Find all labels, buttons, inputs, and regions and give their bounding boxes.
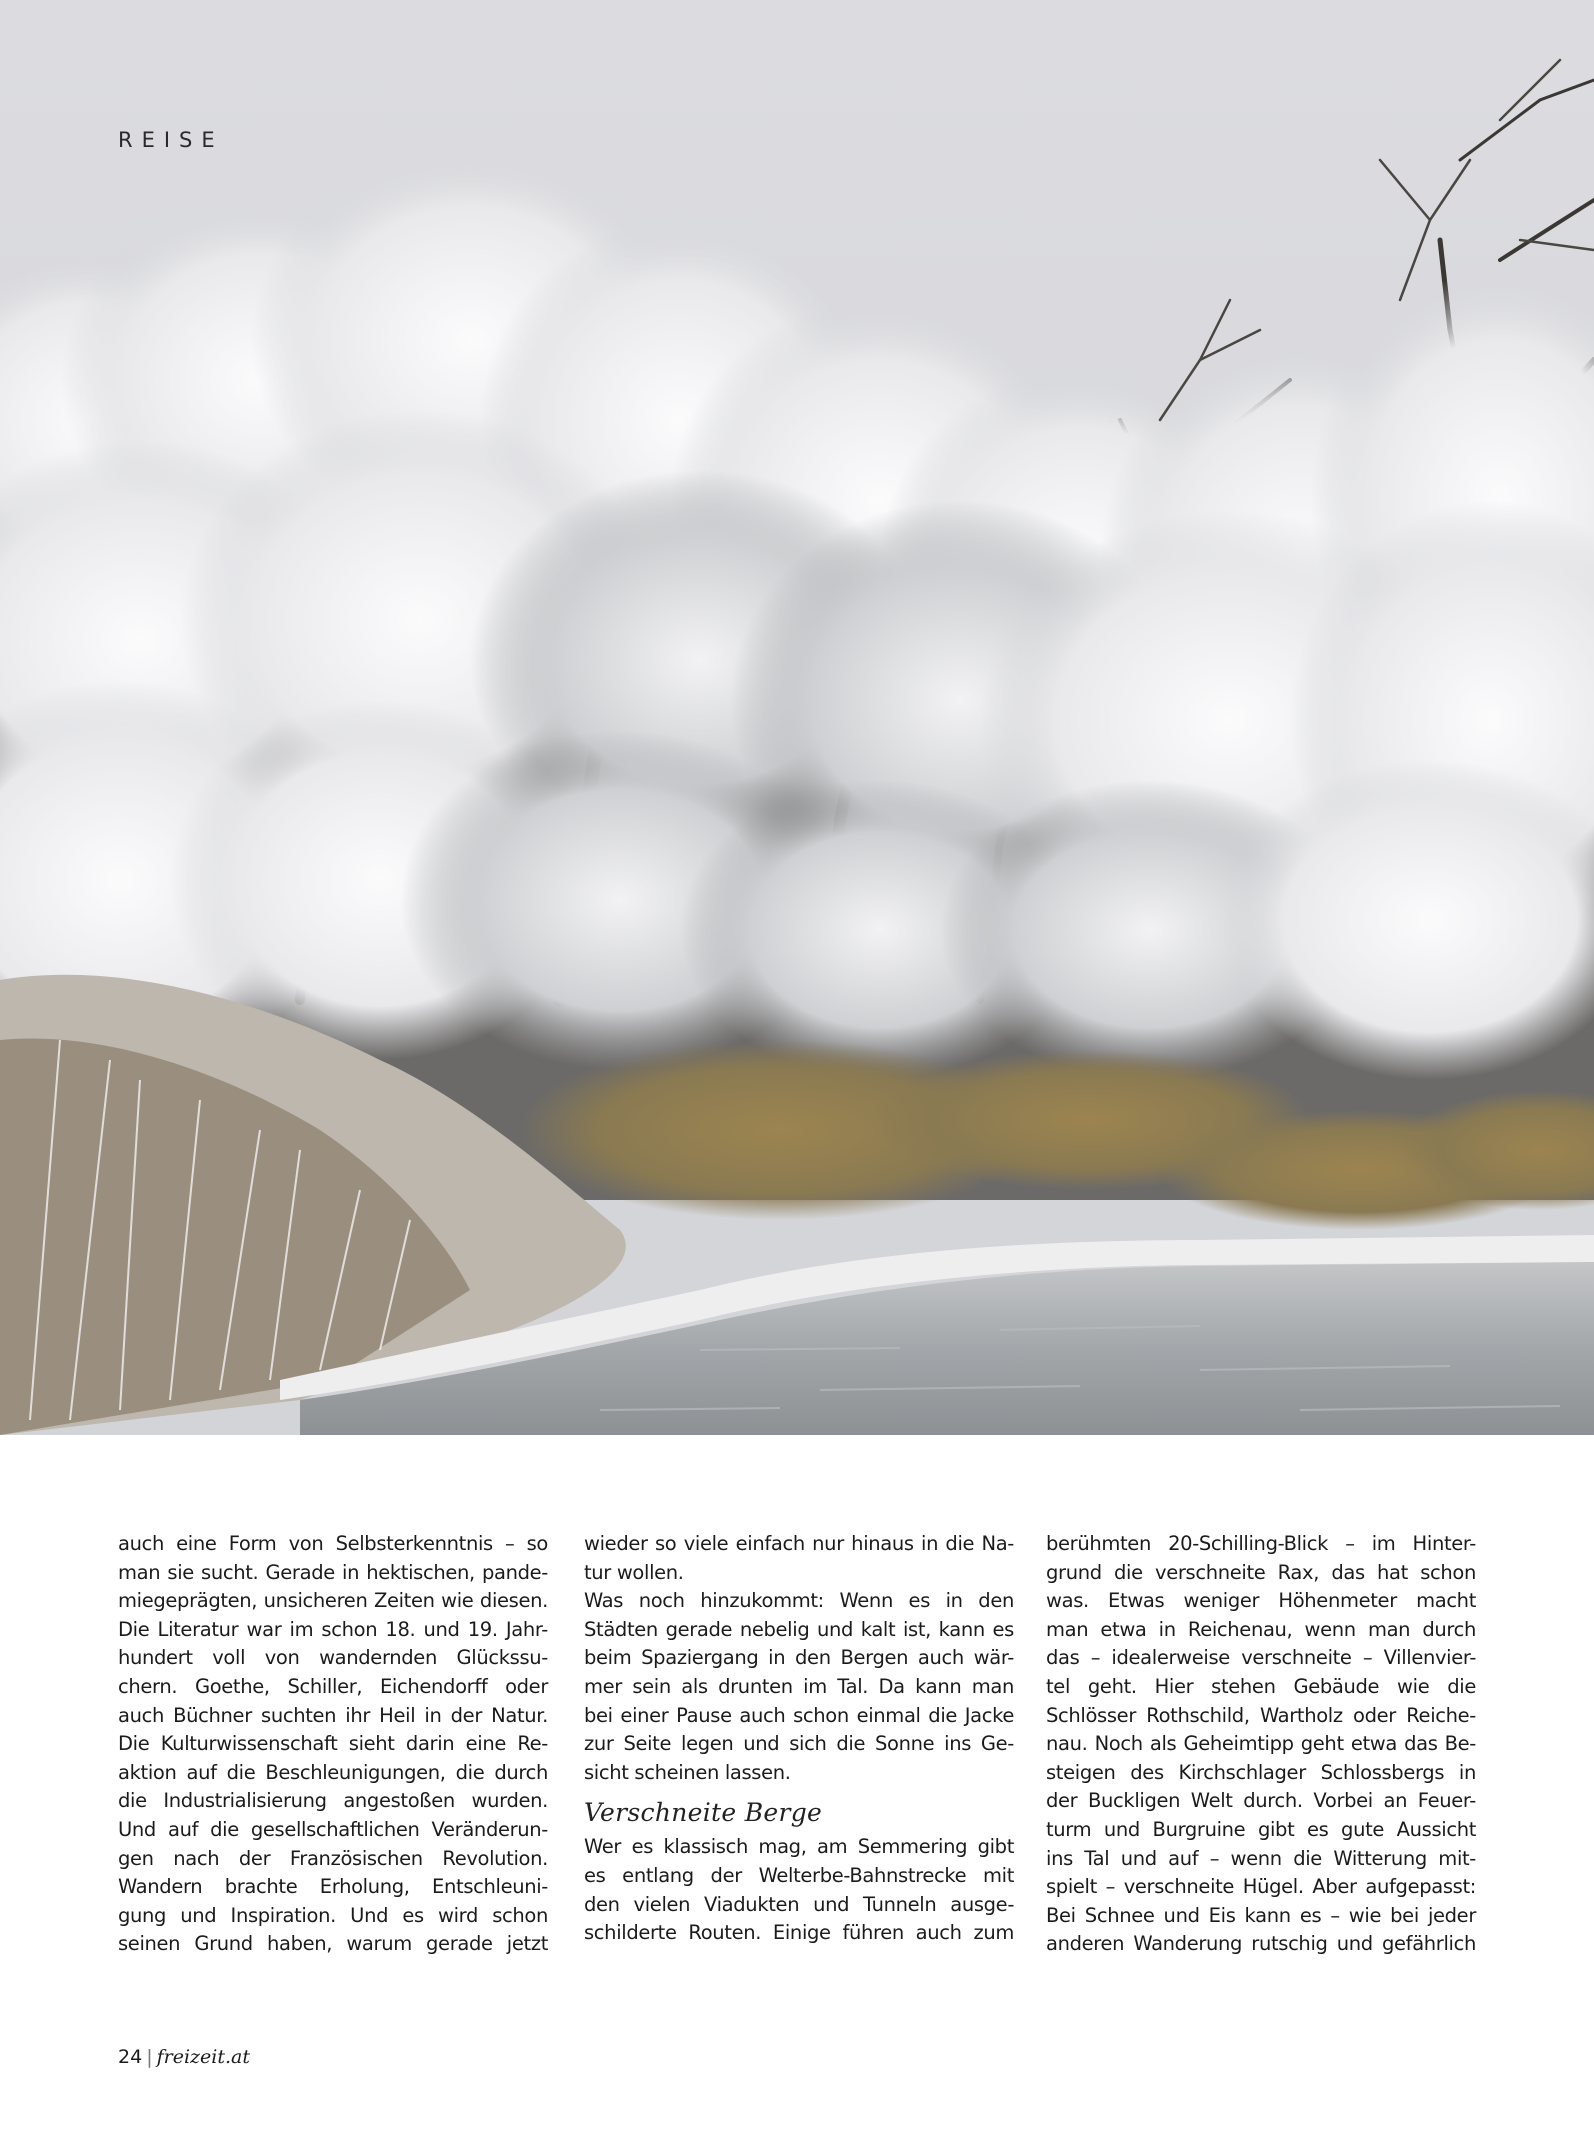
text-line: auch eine Form von Selbsterkenntnis – so	[118, 1532, 548, 1555]
text-line: ins Tal und auf – wenn die Witterung mit-	[1046, 1846, 1476, 1870]
text-line: man etwa in Reichenau, wenn man durch	[1046, 1617, 1476, 1641]
text-line: hundert voll von wandernden Glückssu-	[118, 1646, 548, 1670]
text-line: Wer es klassisch mag, am Semmering gibt	[584, 1835, 1014, 1859]
paragraph	[584, 1833, 1014, 1947]
article-column	[118, 1530, 548, 1959]
text-line: wieder so viele einfach nur hinaus in die Na-	[584, 1532, 1014, 1555]
text-line: Die Literatur war im schon 18. und 19. Jahr-	[118, 1617, 548, 1641]
paragraph	[584, 1587, 1014, 1787]
article-column	[1046, 1530, 1476, 1959]
text-line: zur Seite legen und sich die Sonne ins Ge-	[584, 1732, 1014, 1756]
text-line: sicht scheinen lassen.	[584, 1760, 791, 1784]
text-line: tel geht. Hier stehen Gebäude wie die	[1046, 1674, 1476, 1698]
paragraph	[584, 1530, 1014, 1587]
text-line: aktion auf die Beschleunigungen, die durch	[118, 1760, 548, 1784]
text-line: Bei Schnee und Eis kann es – wie bei jeder	[1046, 1903, 1476, 1927]
text-line: Schlösser Rothschild, Wartholz oder Reiche-	[1046, 1703, 1476, 1727]
text-line: schilderte Routen. Einige führen auch zum	[584, 1921, 1014, 1945]
text-line: grund die verschneite Rax, das hat schon	[1046, 1560, 1476, 1584]
paragraph	[118, 1530, 548, 1959]
text-line: bei einer Pause auch schon einmal die Jacke	[584, 1703, 1014, 1727]
text-line: anderen Wanderung rutschig und gefährlich	[1046, 1932, 1476, 1956]
text-line: miegeprägten, unsicheren Zeiten wie diesen.	[118, 1589, 548, 1613]
text-line: das – idealerweise verschneite – Villenvier-	[1046, 1646, 1476, 1670]
paragraph	[1046, 1530, 1476, 1959]
text-line: spielt – verschneite Hügel. Aber aufgepasst:	[1046, 1875, 1476, 1899]
text-line: Städten gerade nebelig und kalt ist, kann es	[584, 1617, 1014, 1641]
text-line: Wandern brachte Erholung, Entschleuni-	[118, 1875, 548, 1899]
text-line: nau. Noch als Geheimtipp geht etwa das Be-	[1046, 1732, 1476, 1756]
article-body	[118, 1530, 1480, 2000]
text-line: man sie sucht. Gerade in hektischen, pande-	[118, 1560, 548, 1584]
text-line: Und auf die gesellschaftlichen Veränderun-	[118, 1817, 548, 1841]
section-subheading: Verschneite Berge	[584, 1798, 823, 1828]
folio-separator: |	[146, 2046, 153, 2068]
text-line: beim Spaziergang in den Bergen auch wär-	[584, 1646, 1014, 1670]
page-folio	[118, 2046, 250, 2068]
text-line: tur wollen.	[584, 1560, 684, 1584]
text-line: gen nach der Französischen Revolution.	[118, 1846, 548, 1870]
text-line: berühmten 20-Schilling-Blick – im Hinter-	[1046, 1532, 1476, 1555]
site-name: freizeit.at	[156, 2046, 250, 2068]
page-number: 24	[118, 2046, 143, 2068]
text-line: was. Etwas weniger Höhenmeter macht	[1046, 1589, 1476, 1613]
text-line: gung und Inspiration. Und es wird schon	[118, 1903, 548, 1927]
text-line: seinen Grund haben, warum gerade jetzt	[118, 1932, 548, 1956]
text-line: es entlang der Welterbe-Bahnstrecke mit	[584, 1863, 1014, 1887]
text-line: auch Büchner suchten ihr Heil in der Natur.	[118, 1703, 548, 1727]
text-line: Was noch hinzukommt: Wenn es in den	[584, 1589, 1014, 1613]
text-line: die Industrialisierung angestoßen wurden.	[118, 1789, 548, 1813]
text-line: chern. Goethe, Schiller, Eichendorff oder	[118, 1674, 548, 1698]
section-label: REISE	[118, 128, 224, 152]
text-line: mer sein als drunten im Tal. Da kann man	[584, 1674, 1014, 1698]
text-line: der Buckligen Welt durch. Vorbei an Feuer-	[1046, 1789, 1476, 1813]
article-column	[584, 1530, 1014, 1948]
text-line: steigen des Kirchschlager Schlossbergs in	[1046, 1760, 1476, 1784]
text-line: turm und Burgruine gibt es gute Aussicht	[1046, 1817, 1476, 1841]
text-line: Die Kulturwissenschaft sieht darin eine Re-	[118, 1732, 548, 1756]
text-line: den vielen Viadukten und Tunneln ausge-	[584, 1892, 1014, 1916]
